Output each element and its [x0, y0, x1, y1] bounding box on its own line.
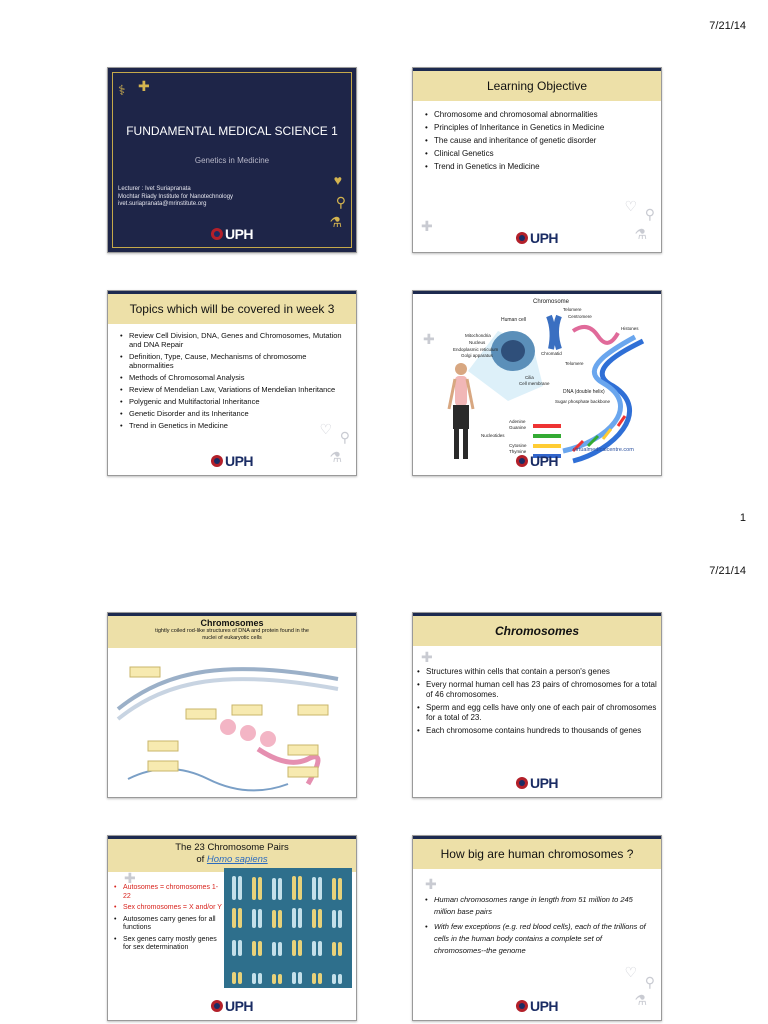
chromosome-mark — [258, 877, 262, 900]
chromosome-mark — [278, 910, 282, 928]
chromosome-mark — [238, 876, 242, 900]
cross-icon: ✚ — [138, 78, 150, 94]
chromosome-mark — [332, 910, 336, 928]
heart-icon: ♡ — [624, 964, 637, 980]
label-chromosome: Chromosome — [533, 299, 570, 305]
chromosome-mark — [278, 942, 282, 956]
chromosome-mark — [318, 877, 322, 900]
crest-icon — [211, 1000, 223, 1012]
cross-icon: ✚ — [421, 218, 433, 234]
list-item: • The cause and inheritance of genetic disorder — [425, 136, 653, 146]
label-centromere: Centromere — [568, 314, 592, 319]
crest-icon — [516, 777, 528, 789]
uph-logo: UPH — [516, 998, 558, 1014]
slide-title: Chromosomes — [200, 618, 264, 628]
microscope-icon: ⚲ — [339, 429, 350, 445]
label-telomere-top: Telomere — [563, 307, 582, 312]
label-cytosine: Cytosine — [509, 443, 527, 448]
label-chromatid: Chromatid — [541, 351, 562, 356]
cross-icon: ✚ — [124, 870, 136, 886]
chromosome-mark — [232, 940, 236, 956]
chromosome-mark — [312, 877, 316, 900]
topic-list — [120, 331, 348, 433]
label-golgi: Golgi apparatus — [461, 353, 493, 358]
chromosome-mark — [332, 878, 336, 900]
chromosome-mark — [292, 940, 296, 956]
microscope-icon: ⚲ — [335, 194, 346, 210]
microscope-icon: ⚲ — [644, 974, 655, 990]
karyotype-image — [224, 868, 352, 988]
chromosome-mark — [312, 973, 316, 984]
list-item: • Chromosome and chromosomal abnormalities — [425, 110, 653, 120]
slide-subtitle: tightly coiled rod-like structures of DNA and protein found in the nuclei of eukaryotic cells — [155, 628, 309, 641]
chromosome-mark — [278, 974, 282, 984]
microscope-icon: ⚲ — [644, 206, 655, 222]
heart-icon: ♡ — [319, 421, 332, 437]
heart-icon: ♥ — [333, 172, 342, 188]
chromosome-mark — [272, 878, 276, 900]
cross-icon: ✚ — [425, 876, 437, 892]
slide-title-card[interactable] — [107, 67, 357, 253]
definition-list — [417, 667, 659, 739]
chromosome-mark — [292, 908, 296, 928]
chromosome-mark — [318, 973, 322, 984]
page2-date: 7/21/14 — [709, 565, 746, 577]
list-item: • Polygenic and Multifactorial Inheritance — [120, 397, 348, 406]
chromosome-mark — [252, 909, 256, 928]
chromosome-mark — [292, 972, 296, 984]
label-er: Endoplasmic reticulum — [453, 347, 499, 352]
chromosome-mark — [232, 876, 236, 900]
slide-chromosome-diagram[interactable] — [412, 290, 662, 476]
list-item: • Sex genes carry mostly genes for sex determination — [114, 936, 222, 953]
chromosome-mark — [338, 942, 342, 956]
slide-chromosome-size[interactable] — [412, 835, 662, 1021]
list-item: • Review of Mendelian Law, Variations of Mendelian Inheritance — [120, 385, 348, 394]
cross-icon: ✚ — [423, 331, 435, 347]
slide-title: How big are human chromosomes ? — [413, 839, 661, 869]
title-of: of — [196, 854, 205, 865]
uph-logo: UPH — [516, 775, 558, 791]
chromosome-mark — [298, 972, 302, 984]
flask-icon: ⚗ — [634, 992, 647, 1008]
chromosome-mark — [238, 972, 242, 984]
label-nucleus: Nucleus — [469, 340, 486, 345]
label-nucleotides: Nucleotides — [481, 433, 505, 438]
pairs-list — [114, 884, 222, 956]
slide-title-bar — [108, 616, 356, 648]
list-item: • Trend in Genetics in Medicine — [120, 421, 348, 430]
label-histones: Histones — [621, 326, 639, 331]
page1-number: 1 — [739, 512, 746, 524]
karyotype-svg — [224, 868, 352, 988]
list-item: • Principles of Inheritance in Genetics in Medicine — [425, 123, 653, 133]
chromosome-mark — [332, 974, 336, 984]
label-mitochondria: Mitochondria — [465, 333, 491, 338]
chromosome-mark — [318, 909, 322, 928]
chromosome-mark — [238, 908, 242, 928]
label-thymine: Thymine — [509, 449, 527, 454]
list-item: • Each chromosome contains hundreds to thousands of genes — [417, 726, 659, 736]
crest-icon — [211, 228, 223, 240]
uph-logo: UPH — [211, 453, 253, 469]
slide-title-line1: The 23 Chromosome Pairs — [175, 842, 289, 853]
chromosome-mark — [272, 910, 276, 928]
chromosome-mark — [272, 942, 276, 956]
lecturer-info — [118, 186, 233, 209]
chromosome-mark — [258, 909, 262, 928]
chromosome-mark — [252, 941, 256, 956]
list-item: • Genetic Disorder and its Inheritance — [120, 409, 348, 418]
slide-topics[interactable] — [107, 290, 357, 476]
list-item: • Sperm and egg cells have only one of each pair of chromosomes for a total of 23. — [417, 703, 659, 723]
chromosome-mark — [258, 973, 262, 984]
label-backbone: Sugar phosphate backbone — [555, 399, 611, 404]
label-adenine: Adenine — [509, 419, 526, 424]
list-item: • Human chromosomes range in length from 51 million to 245 million base pairs — [425, 894, 649, 918]
flask-icon: ⚗ — [329, 214, 342, 230]
slide-chromosomes-definition[interactable] — [412, 612, 662, 798]
cross-icon: ✚ — [421, 649, 433, 665]
list-item: • Clinical Genetics — [425, 149, 653, 159]
list-item: • Definition, Type, Cause, Mechanisms of chromosome abnormalities — [120, 352, 348, 370]
chromosome-mark — [272, 974, 276, 984]
chromosome-mark — [298, 940, 302, 956]
slide-title: Chromosomes — [413, 616, 661, 646]
label-guanine: Guanine — [509, 425, 527, 430]
uph-logo: UPH — [516, 453, 558, 469]
chromosome-mark — [232, 972, 236, 984]
label-website[interactable]: virtualmedicalcentre.com — [573, 447, 634, 453]
chromosome-mark — [318, 941, 322, 956]
list-item: • Methods of Chromosomal Analysis — [120, 373, 348, 382]
chromosome-mark — [338, 910, 342, 928]
flask-icon: ⚗ — [329, 449, 342, 465]
flask-icon: ⚗ — [634, 226, 647, 242]
slide-title: FUNDAMENTAL MEDICAL SCIENCE 1 — [126, 124, 338, 138]
label-cell-membrane: Cell membrane — [519, 381, 550, 386]
chromosome-mark — [278, 878, 282, 900]
crest-icon — [516, 1000, 528, 1012]
slide-23-pairs[interactable] — [107, 835, 357, 1021]
diagram-labels — [413, 291, 661, 475]
list-item: • Trend in Genetics in Medicine — [425, 162, 653, 172]
chromosome-mark — [312, 909, 316, 928]
lecturer-name: Lecturer : Ivet Suriapranata — [118, 186, 191, 192]
slide-title-line2 — [108, 854, 356, 866]
objective-list — [425, 110, 653, 175]
caduceus-icon: ⚕ — [118, 82, 126, 98]
chromosome-mark — [298, 908, 302, 928]
page1-date: 7/21/14 — [709, 20, 746, 32]
list-item: • Autosomes carry genes for all functions — [114, 916, 222, 933]
chromosome-mark — [312, 941, 316, 956]
chromosome-mark — [252, 973, 256, 984]
list-item: • Structures within cells that contain a person's genes — [417, 667, 659, 677]
institute-name: Mochtar Riady Institute for Nanotechnology — [118, 193, 234, 200]
title-species: Homo sapiens — [206, 854, 268, 865]
chromosome-mark — [238, 940, 242, 956]
slide-subtitle: Genetics in Medicine — [194, 156, 270, 165]
uph-logo: UPH — [516, 230, 558, 246]
chromosome-mark — [292, 876, 296, 900]
list-item: • Sex chromosomes = X and/or Y — [114, 904, 222, 913]
list-item: • Review Cell Division, DNA, Genes and Chromosomes, Mutation and DNA Repair — [120, 331, 348, 349]
label-dna: DNA (double helix) — [563, 389, 605, 395]
slide-title: Topics which will be covered in week 3 — [108, 294, 356, 324]
slide-title: Learning Objective — [413, 71, 661, 101]
chromosome-mark — [298, 876, 302, 900]
slide-learning-objective[interactable] — [412, 67, 662, 253]
chromosome-mark — [338, 974, 342, 984]
lecturer-email: ivet.suriapranata@mrinstitute.org — [118, 201, 207, 207]
uph-logo: UPH — [211, 226, 253, 242]
heart-icon: ♡ — [624, 198, 637, 214]
label-cilia: Cilia — [525, 375, 534, 380]
label-human-cell: Human cell — [501, 317, 527, 323]
crest-icon — [211, 455, 223, 467]
list-item: • With few exceptions (e.g. red blood cells), each of the trillions of cells in the human body contains a complete set of chromosomes--the genome — [425, 921, 649, 957]
label-telomere-bottom: Telomere — [565, 361, 584, 366]
list-item: • Every normal human cell has 23 pairs of chromosomes for a total of 46 chromosomes. — [417, 680, 659, 700]
slide-chromosomes-structure[interactable] — [107, 612, 357, 798]
size-list — [425, 894, 649, 960]
chromosome-mark — [332, 942, 336, 956]
crest-icon — [516, 232, 528, 244]
chromosome-mark — [252, 877, 256, 900]
crest-icon — [516, 455, 528, 467]
chromosome-mark — [338, 878, 342, 900]
chromosome-mark — [258, 941, 262, 956]
uph-logo: UPH — [211, 998, 253, 1014]
chromosome-mark — [232, 908, 236, 928]
dna-packing-illustration — [108, 649, 356, 798]
list-item: • Autosomes = chromosomes 1-22 — [114, 884, 222, 901]
